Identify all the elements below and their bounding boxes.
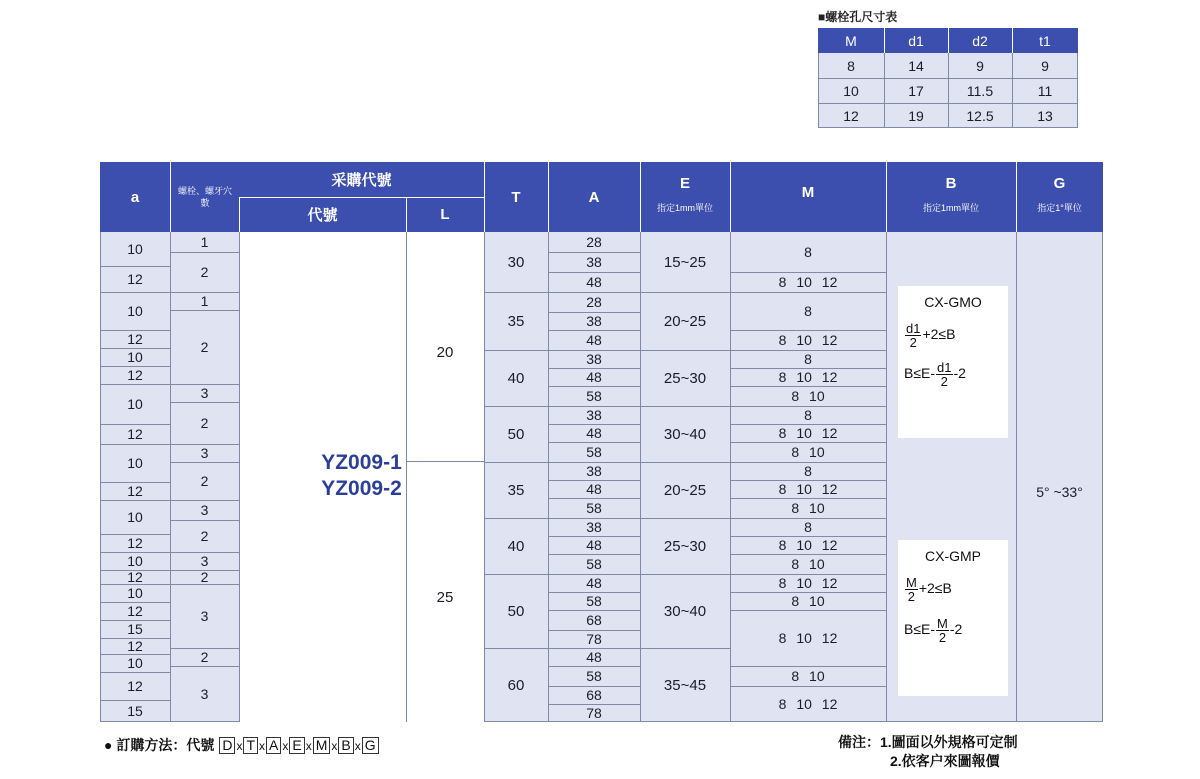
bolt-hole-count: 3 (200, 502, 209, 518)
order-code-letter-box: A (266, 737, 281, 754)
header-B: B (945, 174, 957, 192)
header-M: M (801, 183, 815, 201)
A-value: 38 (586, 351, 602, 367)
a-value: 12 (127, 569, 143, 585)
T-value: 50 (507, 602, 525, 620)
a-value: 10 (127, 553, 143, 569)
A-value: 78 (586, 631, 602, 647)
header-L: L (440, 206, 450, 223)
a-value: 10 (127, 509, 143, 525)
header-code: 代號 (307, 207, 338, 224)
hole-table-header-cell: t1 (1039, 32, 1051, 49)
T-value: 35 (507, 481, 525, 499)
M-value: 8 (804, 244, 812, 260)
a-value: 12 (127, 678, 143, 694)
purchase-code-list (239, 450, 484, 502)
M-value: 8 10 12 (778, 630, 838, 646)
header-E-unit: 指定1mm單位 (657, 202, 713, 213)
formula-cx-gmp (898, 540, 1008, 696)
order-code-multiply: x (236, 738, 243, 753)
A-value: 48 (586, 537, 602, 553)
bolt-hole-count: 1 (200, 293, 209, 309)
G-angle-range: 5° ~33° (1036, 484, 1083, 500)
L-value-25: 25 (436, 588, 454, 606)
hole-table-cell: 12 (843, 107, 859, 124)
a-value: 10 (127, 396, 143, 412)
header-bolt-holes: 螺栓、螺牙穴數 (178, 186, 233, 208)
a-value: 15 (127, 621, 143, 637)
M-value: 8 10 (791, 444, 825, 460)
hole-table-cell: 9 (976, 57, 984, 74)
order-code-multiply: x (331, 738, 338, 753)
header-E: E (679, 174, 690, 192)
bolt-hole-count: 3 (200, 445, 209, 461)
M-value: 8 10 12 (778, 537, 838, 553)
order-code-letter-box: D (219, 737, 235, 754)
A-value: 28 (586, 294, 602, 310)
bolt-hole-count: 2 (200, 569, 209, 585)
A-value: 68 (586, 687, 602, 703)
a-value: 10 (127, 585, 143, 601)
bolt-hole-count: 2 (200, 649, 209, 665)
E-range: 15~25 (663, 253, 707, 271)
A-value: 38 (586, 254, 602, 270)
a-value: 12 (127, 603, 143, 619)
order-code-multiply: x (354, 738, 361, 753)
code-yz009-2: YZ009-2 (321, 477, 402, 500)
A-value: 48 (586, 274, 602, 290)
A-value: 58 (586, 388, 602, 404)
M-value: 8 10 12 (778, 274, 838, 290)
A-value: 48 (586, 369, 602, 385)
note-1: 1.圖面以外規格可定制 (880, 734, 1018, 750)
a-value: 12 (127, 426, 143, 442)
order-method-label: ● 訂購方法：代號 (104, 737, 215, 753)
bolt-hole-count: 3 (200, 686, 209, 702)
A-value: 38 (586, 407, 602, 423)
a-value: 12 (127, 271, 143, 287)
M-value: 8 10 12 (778, 425, 838, 441)
M-value: 8 10 12 (778, 369, 838, 385)
hole-table-cell: 13 (1037, 107, 1053, 124)
A-value: 48 (586, 649, 602, 665)
bolt-hole-count: 1 (200, 234, 209, 250)
note-2: 2.依客户來圖報價 (890, 753, 1000, 769)
formula-cx-gmo (898, 286, 1008, 438)
T-value: 60 (507, 676, 525, 694)
E-range: 35~45 (663, 676, 707, 694)
a-value: 12 (127, 535, 143, 551)
E-range: 25~30 (663, 537, 707, 555)
order-code-multiply: x (305, 738, 312, 753)
bolt-hole-count: 3 (200, 385, 209, 401)
bolt-hole-count: 2 (200, 264, 209, 280)
notes-label: 備注： (838, 734, 880, 750)
order-code-formula (218, 737, 379, 754)
a-value: 10 (127, 655, 143, 671)
T-value: 35 (507, 312, 525, 330)
order-code-letter-box: T (243, 737, 258, 754)
bolt-hole-count: 2 (200, 473, 209, 489)
hole-table-cell: 12.5 (966, 107, 994, 124)
hole-table-title: ■螺栓孔尺寸表 (818, 10, 898, 24)
a-value: 12 (127, 638, 143, 654)
M-value: 8 10 12 (778, 575, 838, 591)
T-value: 40 (507, 537, 525, 555)
T-value: 40 (507, 369, 525, 387)
M-value: 8 10 (791, 500, 825, 516)
a-value: 10 (127, 349, 143, 365)
a-value: 12 (127, 483, 143, 499)
bolt-hole-count: 3 (200, 553, 209, 569)
order-code-letter-box: E (289, 737, 304, 754)
M-value: 8 10 12 (778, 332, 838, 348)
formula-cx-gmo-label: CX-GMO (924, 294, 982, 310)
header-A: A (588, 188, 600, 206)
A-value: 58 (586, 500, 602, 516)
hole-table-cell: 17 (908, 82, 924, 99)
M-value: 8 10 12 (778, 696, 838, 712)
A-value: 48 (586, 332, 602, 348)
hole-table-cell: 8 (847, 57, 855, 74)
A-value: 58 (586, 668, 602, 684)
E-range: 30~40 (663, 602, 707, 620)
M-value: 8 (804, 519, 812, 535)
hole-table-cell: 10 (843, 82, 859, 99)
E-range: 25~30 (663, 369, 707, 387)
A-value: 48 (586, 575, 602, 591)
A-value: 58 (586, 444, 602, 460)
header-G: G (1053, 174, 1066, 192)
order-code-multiply: x (282, 738, 289, 753)
M-value: 8 10 (791, 556, 825, 572)
hole-table-cell: 11.5 (966, 82, 994, 99)
header-G-unit: 指定1°單位 (1037, 202, 1082, 213)
E-range: 30~40 (663, 425, 707, 443)
M-value: 8 (804, 463, 812, 479)
a-value: 12 (127, 367, 143, 383)
formula-cx-gmp-line1: $\frac{M}{2}$ +2≤B (906, 575, 952, 604)
a-value: 10 (127, 455, 143, 471)
M-value: 8 (804, 407, 812, 423)
hole-table-header-cell: M (845, 32, 857, 49)
T-value: 50 (507, 425, 525, 443)
A-value: 48 (586, 425, 602, 441)
code-yz009-1: YZ009-1 (321, 451, 402, 474)
header-a: a (130, 188, 140, 206)
header-T: T (511, 188, 521, 206)
order-code-letter-box: G (362, 737, 379, 754)
A-value: 58 (586, 556, 602, 572)
A-value: 48 (586, 481, 602, 497)
M-value: 8 (804, 303, 812, 319)
a-value: 10 (127, 303, 143, 319)
order-code-letter-box: B (338, 737, 353, 754)
notes (838, 733, 1018, 771)
bolt-hole-count: 2 (200, 415, 209, 431)
M-value: 8 10 (791, 668, 825, 684)
M-value: 8 10 12 (778, 481, 838, 497)
M-value: 8 10 (791, 593, 825, 609)
hole-table-cell: 11 (1037, 82, 1053, 99)
A-value: 38 (586, 313, 602, 329)
A-value: 78 (586, 705, 602, 721)
formula-cx-gmo-line1: $\frac{d1}{2}$ +2≤B (906, 321, 956, 350)
bolt-hole-count: 2 (200, 339, 209, 355)
A-value: 38 (586, 519, 602, 535)
formula-cx-gmp-line2: B≤E- $\frac{M}{2}$ -2 (904, 616, 963, 645)
hole-table-cell: 19 (908, 107, 924, 124)
bolt-hole-count: 2 (200, 528, 209, 544)
formula-cx-gmo-line2: B≤E- $\frac{d1}{2}$ -2 (904, 360, 966, 389)
hole-table-header-cell: d2 (972, 32, 988, 49)
a-value: 10 (127, 241, 143, 257)
bolt-hole-count: 3 (200, 608, 209, 624)
E-range: 20~25 (663, 312, 707, 330)
hole-table-header-cell: d1 (908, 32, 924, 49)
A-value: 68 (586, 612, 602, 628)
order-method (104, 735, 380, 755)
E-range: 20~25 (663, 481, 707, 499)
A-value: 58 (586, 593, 602, 609)
formula-cx-gmp-label: CX-GMP (925, 548, 981, 564)
hole-table-cell: 14 (908, 57, 924, 74)
header-B-unit: 指定1mm單位 (923, 202, 979, 213)
A-value: 38 (586, 463, 602, 479)
T-value: 30 (507, 253, 525, 271)
a-value: 12 (127, 331, 143, 347)
A-value: 28 (586, 234, 602, 250)
a-value: 15 (127, 703, 143, 719)
order-code-letter-box: M (313, 737, 331, 754)
header-purchase-code: 采購代號 (331, 172, 392, 189)
M-value: 8 (804, 351, 812, 367)
hole-table-cell: 9 (1041, 57, 1049, 74)
L-value-20: 20 (436, 343, 454, 361)
M-value: 8 10 (791, 388, 825, 404)
order-code-multiply: x (259, 738, 266, 753)
